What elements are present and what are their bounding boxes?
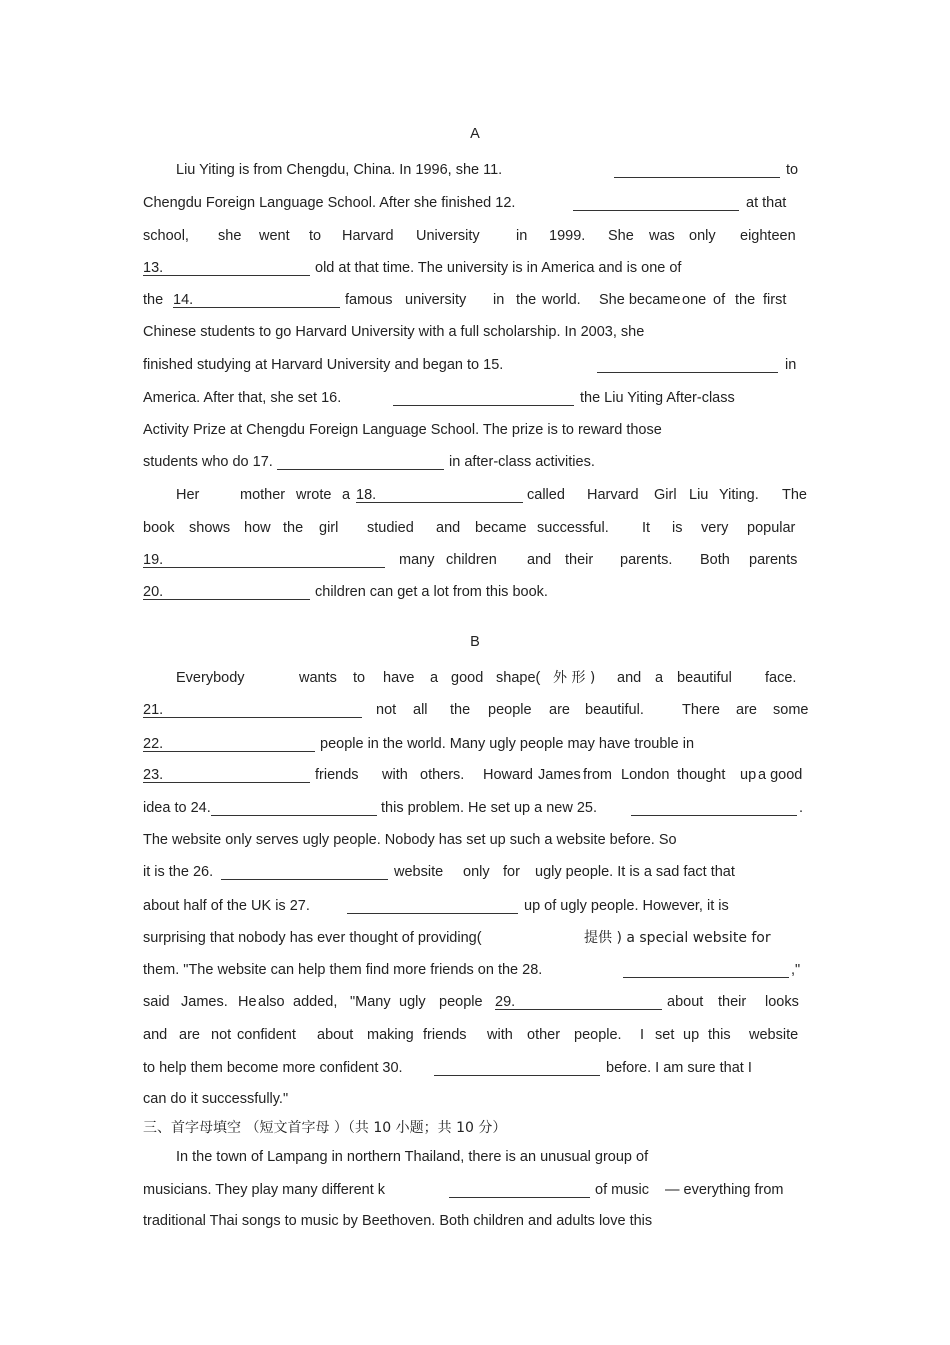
blank-22[interactable]	[143, 751, 315, 752]
passage-a-heading: A	[470, 126, 480, 142]
blank-16[interactable]	[393, 405, 574, 406]
blank-29[interactable]	[495, 1009, 662, 1010]
blank-19[interactable]	[143, 567, 385, 568]
blank-k[interactable]	[449, 1197, 590, 1198]
blank-11[interactable]	[614, 177, 780, 178]
blank-27[interactable]	[347, 913, 518, 914]
blank-23[interactable]	[143, 782, 310, 783]
passage-b-heading: B	[470, 634, 480, 650]
blank-26[interactable]	[221, 879, 388, 880]
blank-25[interactable]	[631, 815, 797, 816]
blank-24[interactable]	[211, 815, 377, 816]
blank-28[interactable]	[623, 977, 789, 978]
blank-14[interactable]	[173, 307, 340, 308]
blank-30[interactable]	[434, 1075, 600, 1076]
blank-17[interactable]	[277, 469, 444, 470]
blank-20[interactable]	[143, 599, 310, 600]
blank-21[interactable]	[143, 717, 362, 718]
blank-18[interactable]	[356, 502, 523, 503]
blank-12[interactable]	[573, 210, 739, 211]
worksheet-page: A Liu Yiting is from Chengdu, China. In 1996, she 11. to Chengdu Foreign Language School. After she finished 12. at that school, she went to Harvard University in 1999. She was only eighteen 13. old at that time. The university is in America and is one of the 14. famous university in the world. She became one of the first Chinese students to go Harvard University with a full scholarship. In 2003, she finished studying at Harvard University and began to 15. in America. After that, she set 16. the Liu Yiting After-class Activity Prize at Chengdu Foreign Language School. The prize is to reward those students who do 17. in after-class activities. Her mother wrote a 18. called Harvard Girl Liu Yiting. The book shows how the girl studied and became successful. It is very popular 19. many children and their parents. Both parents 20. children can get a lot from this book. B Everybody wants to have a good shape( 外 形 ) and a beautiful face. 21. not all the people are beautiful. There are some 22. people in the world. Many ugly people may have trouble in 23. friends with others. Howard James from London thought up a good idea to 24. this problem. He set up a new 25. . The website only serves ugly people. Nobody has set up such a website before. So it is the 26. website only for ugly people. It is a sad fact that about half of the UK is 27. up of ugly people. However, it is surprising that nobody has ever thought of providing( 提供 ) a special website for them. "The website can help them find more friends on the 28. ," said James. He also added, "Many ugly people 29. about their looks and are not confident about making friends with other people. I set up this website to help them become more confident 30. before. I am sure that I can do it successfully." 三、首字母填空 （短文首字母 ）（共 10 小题；共 10 分） In the town of Lampang in northern Thailand, there is an unusual group of musicians. They play many different k of music — everything from traditional Thai songs to music by Beethoven. Both children and adults love this	[0, 0, 950, 1345]
blank-13[interactable]	[143, 275, 310, 276]
blank-15[interactable]	[597, 372, 778, 373]
